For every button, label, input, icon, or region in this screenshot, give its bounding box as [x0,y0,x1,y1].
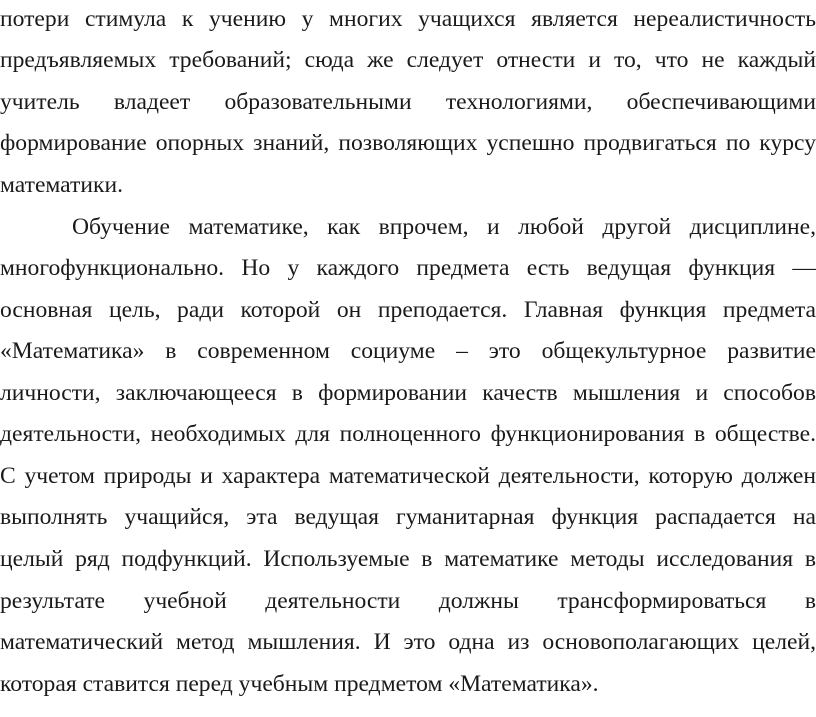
text-line-15: результате учебной деятельности должны трансформироваться в [0,588,816,614]
text-line-14: целый ряд подфункций. Используемые в математике методы исследования в [0,546,816,572]
text-line-2: предъявляемых требований; сюда же следует отнести и то, что не каждый [0,47,816,73]
text-line-4: формирование опорных знаний, позволяющих успешно продвигаться по курсу [0,130,816,156]
text-line-8: основная цель, ради которой он преподается. Главная функция предмета [0,297,816,323]
text-line-1: потери стимула к учению у многих учащихся является нереалистичность [0,6,816,32]
text-line-10: личности, заключающееся в формировании качеств мышления и способов [0,380,816,406]
text-line-7: многофункционально. Но у каждого предмета есть ведущая функция — [0,255,816,281]
text-line-11: деятельности, необходимых для полноценного функционирования в обществе. [0,421,816,447]
text-line-17: которая ставится перед учебным предметом «Математика». [0,671,599,697]
text-line-9: «Математика» в современном социуме – это общекультурное развитие [0,338,816,364]
text-line-3: учитель владеет образовательными технологиями, обеспечивающими [0,89,816,115]
text-line-12: С учетом природы и характера математической деятельности, которую должен [0,463,816,489]
text-line-5: математики. [0,172,123,198]
text-line-13: выполнять учащийся, эта ведущая гуманитарная функция распадается на [0,504,816,530]
text-line-16: математический метод мышления. И это одна из основополагающих целей, [0,629,816,655]
text-line-6: Обучение математике, как впрочем, и любой другой дисциплине, [72,214,816,240]
